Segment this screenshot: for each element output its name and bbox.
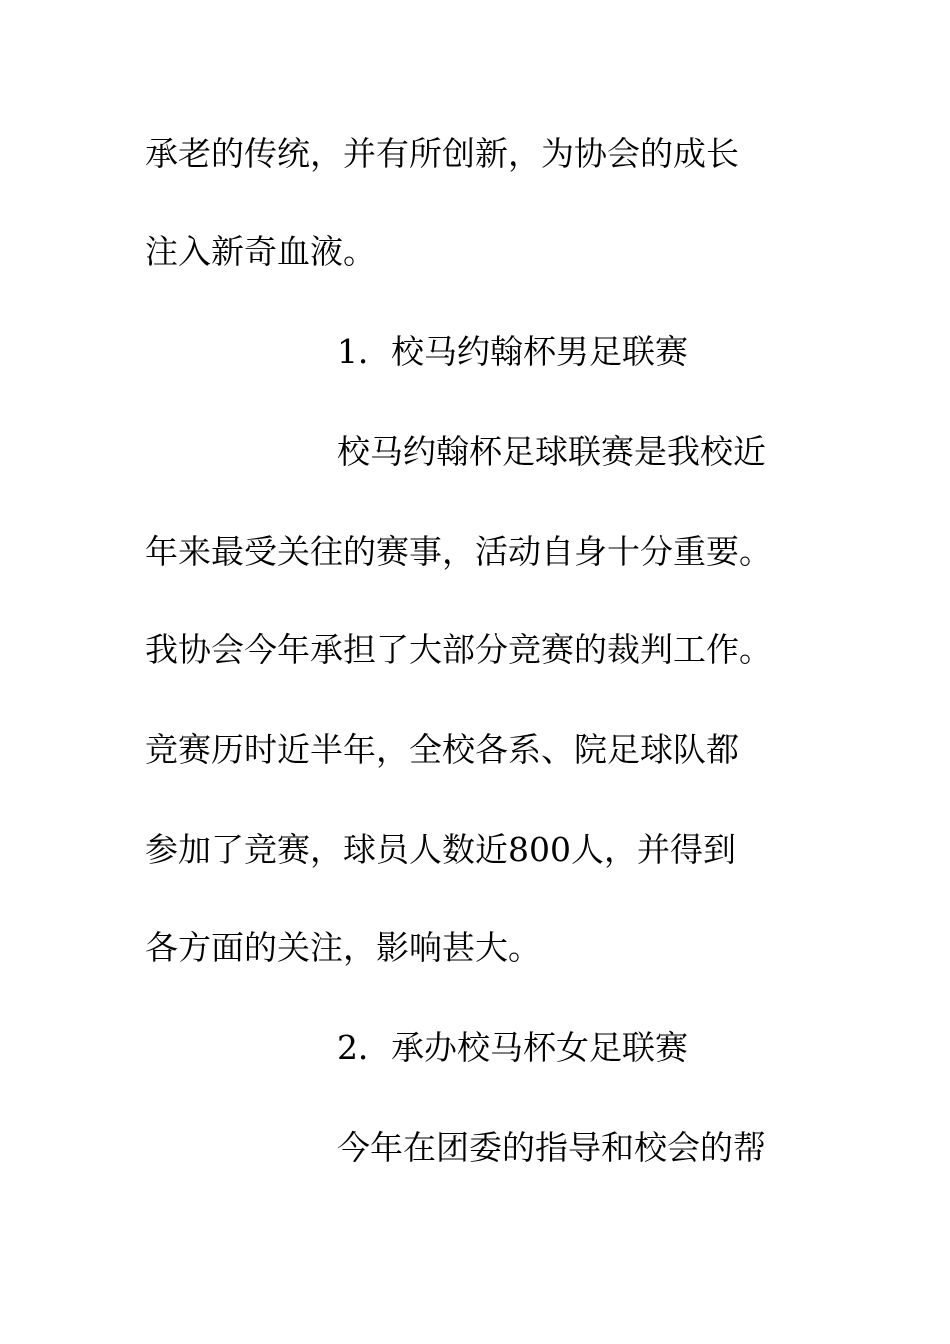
paragraph-line: 校马约翰杯足球联赛是我校近 [337, 432, 766, 471]
paragraph-line: 各方面的关注，影响甚大。 [145, 928, 541, 967]
paragraph-line: 年来最受关往的赛事，活动自身十分重要。 [145, 532, 772, 571]
section-heading: 1．校马约翰杯男足联赛 [337, 332, 688, 371]
section-heading: 2．承办校马杯女足联赛 [337, 1028, 688, 1067]
paragraph-line: 参加了竞赛，球员人数近800人，并得到 [145, 830, 736, 869]
paragraph-line: 竞赛历时近半年，全校各系、院足球队都 [145, 730, 739, 769]
paragraph-line: 注入新奇血液。 [145, 232, 376, 271]
paragraph-line: 我协会今年承担了大部分竞赛的裁判工作。 [145, 630, 772, 669]
paragraph-line: 今年在团委的指导和校会的帮 [337, 1128, 766, 1167]
paragraph-line: 承老的传统，并有所创新，为协会的成长 [145, 134, 739, 173]
